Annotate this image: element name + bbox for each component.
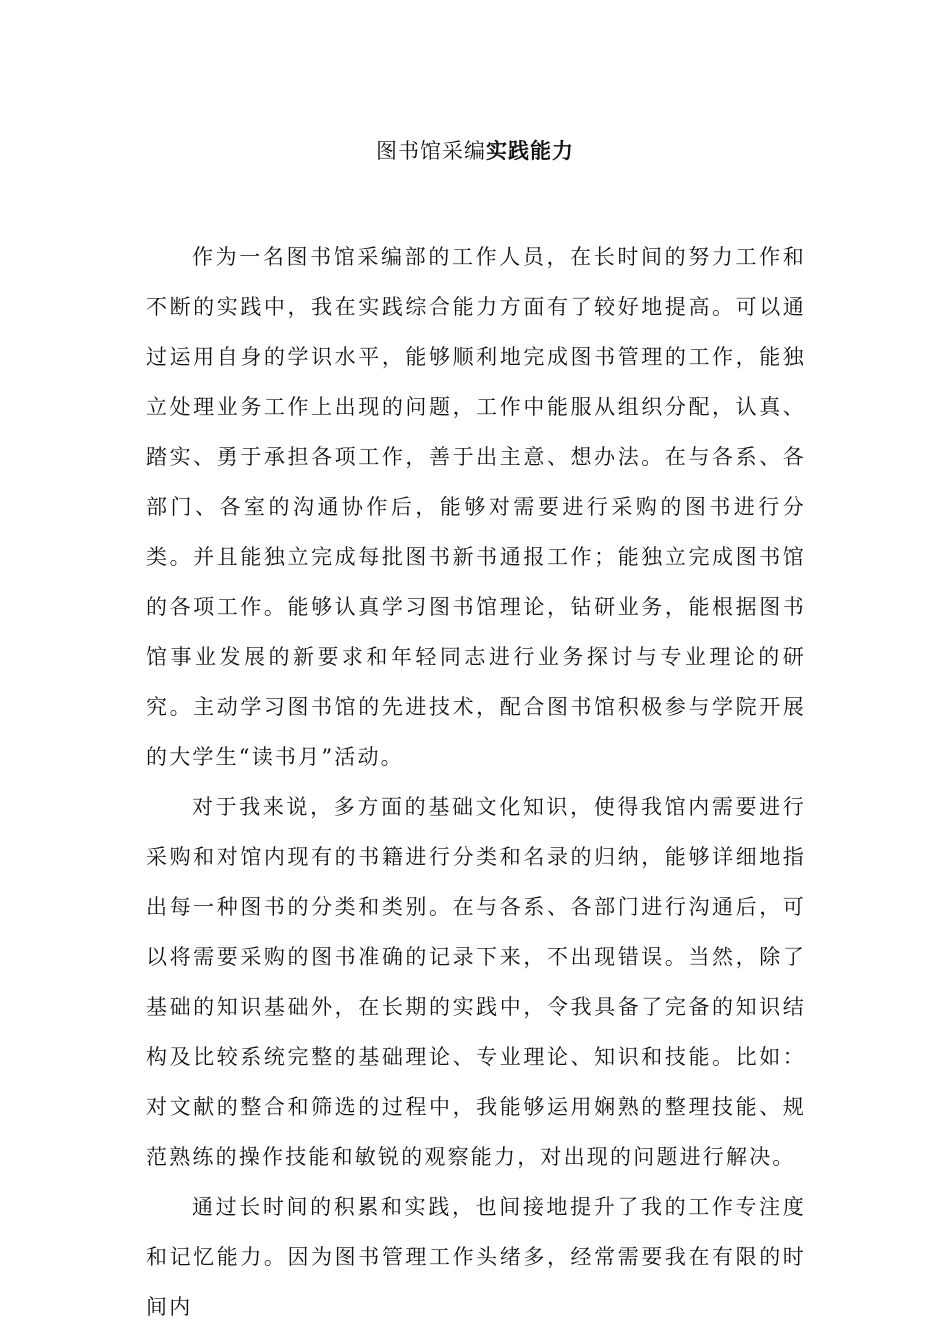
paragraph-2: 对于我来说，多方面的基础文化知识，使得我馆内需要进行采购和对馆内现有的书籍进行分类和名录的归纳，能够详细地指出每一种图书的分类和类别。在与各系、各部门进行沟通后，可以将需要采购的图书准确的记录下来，不出现错误。当然，除了基础的知识基础外，在长期的实践中，令我具备了完备的知识结构及比较系统完整的基础理论、专业理论、知识和技能。比如：对文献的整合和筛选的过程中，我能够运用娴熟的整理技能、规范熟练的操作技能和敏锐的观察能力，对出现的问题进行解决。 xyxy=(146,795,806,1169)
document-title xyxy=(0,136,950,166)
paragraph-1: 作为一名图书馆采编部的工作人员，在长时间的努力工作和不断的实践中，我在实践综合能力方面有了较好地提高。可以通过运用自身的学识水平，能够顺利地完成图书管理的工作，能独立处理业务工作上出现的问题，工作中能服从组织分配，认真、踏实、勇于承担各项工作，善于出主意、想办法。在与各系、各部门、各室的沟通协作后，能够对需要进行采购的图书进行分类。并且能独立完成每批图书新书通报工作；能独立完成图书馆的各项工作。能够认真学习图书馆理论，钻研业务，能根据图书馆事业发展的新要求和年轻同志进行业务探讨与专业理论的研究。主动学习图书馆的先进技术，配合图书馆积极参与学院开展的大学生“读书月”活动。 xyxy=(146,245,806,769)
title-bold-part: 实践能力 xyxy=(486,138,574,163)
document-body xyxy=(146,232,806,1332)
title-regular-part: 图书馆采编 xyxy=(376,139,486,163)
paragraph-3: 通过长时间的积累和实践，也间接地提升了我的工作专注度和记忆能力。因为图书管理工作头绪多，经常需要我在有限的时间内 xyxy=(146,1195,806,1319)
